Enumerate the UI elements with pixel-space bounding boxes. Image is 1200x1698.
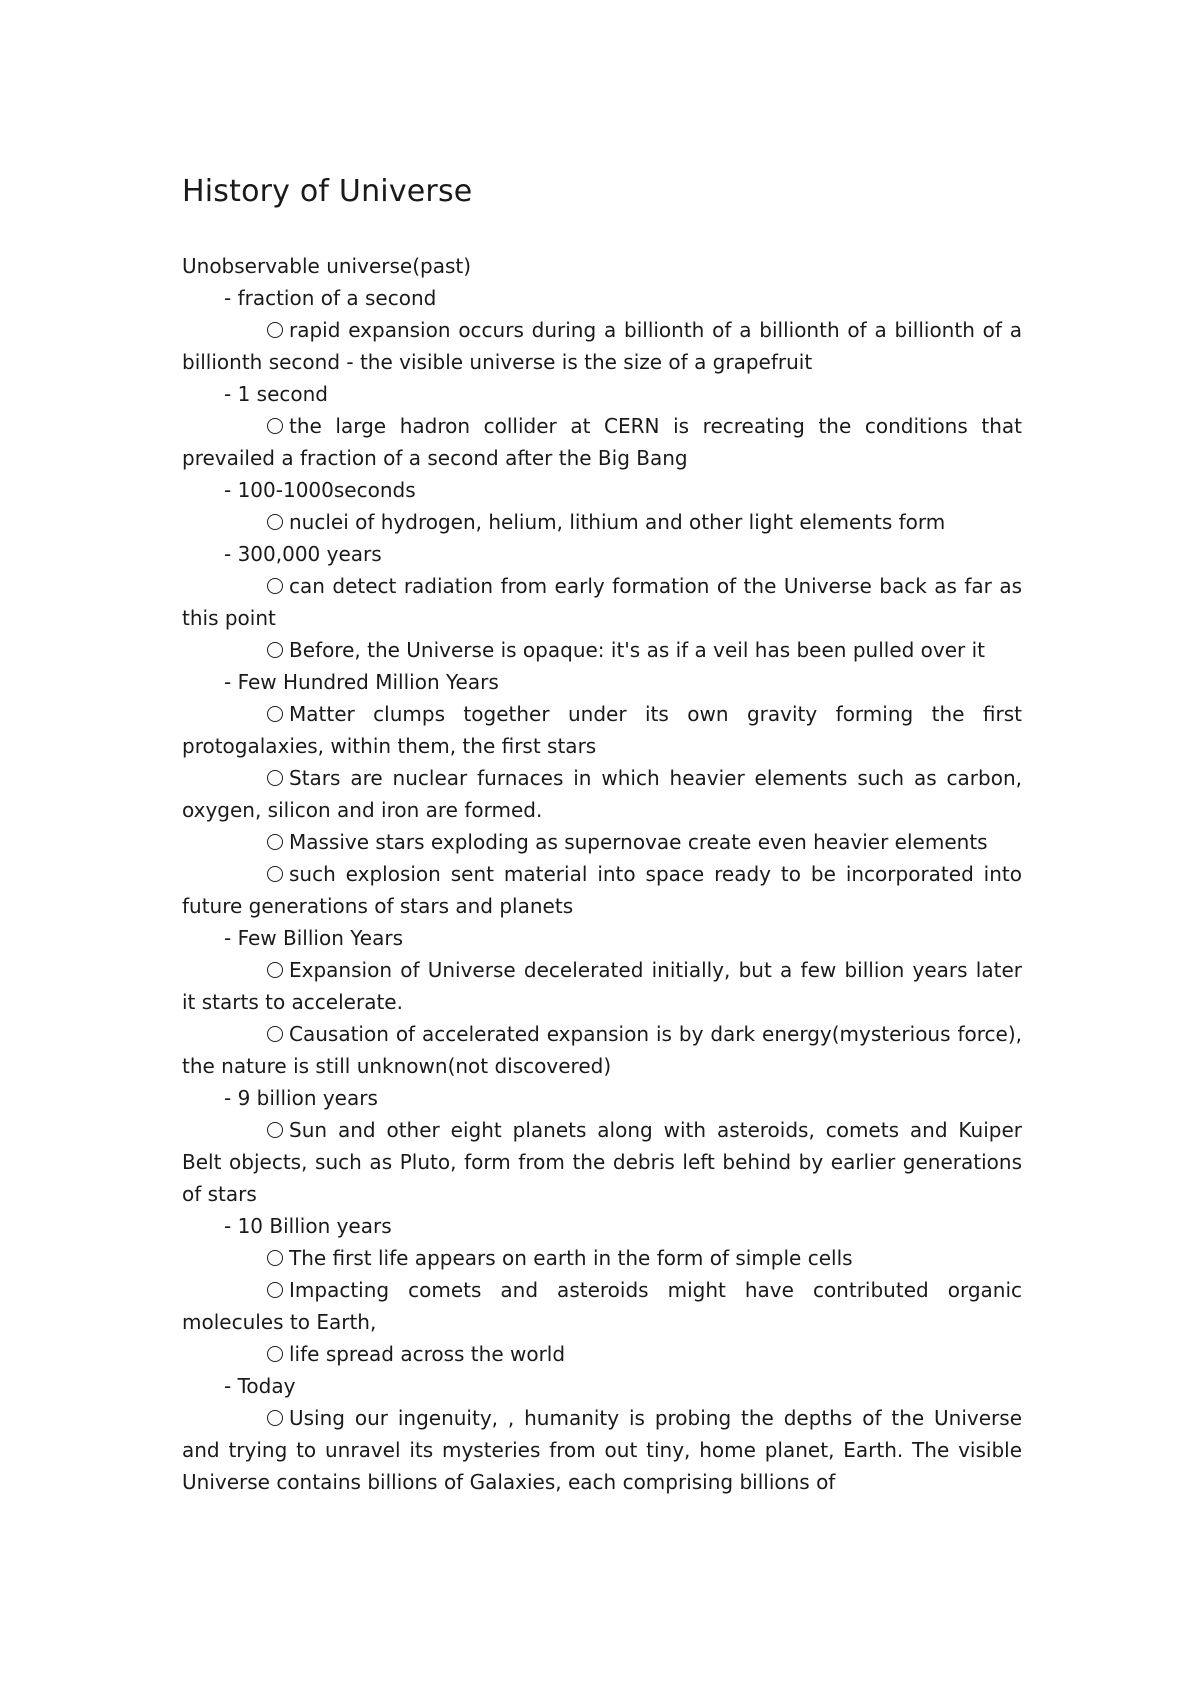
bullet-text: the large hadron collider at CERN is recreating the conditions that prevailed a fraction of a second after the Big Bang	[182, 414, 1022, 470]
circle-bullet-icon	[267, 706, 283, 722]
timeline-bullet	[182, 858, 1022, 922]
bullet-text: Massive stars exploding as supernovae create even heavier elements	[289, 830, 988, 854]
bullet-text: Causation of accelerated expansion is by dark energy(mysterious force), the nature is still unknown(not discovered)	[182, 1022, 1022, 1078]
timeline-period: - fraction of a second	[224, 286, 437, 310]
circle-bullet-icon	[267, 578, 283, 594]
bullet-text: rapid expansion occurs during a billionth of a billionth of a billionth of a billionth second - the visible universe is the size of a grapefruit	[182, 318, 1022, 374]
bullet-text: Matter clumps together under its own gravity forming the first protogalaxies, within them, the first stars	[182, 702, 1022, 758]
timeline-period: - 10 Billion years	[224, 1214, 392, 1238]
bullet-text: Expansion of Universe decelerated initially, but a few billion years later it starts to accelerate.	[182, 958, 1022, 1014]
timeline-bullet	[182, 506, 1022, 538]
circle-bullet-icon	[267, 834, 283, 850]
circle-bullet-icon	[267, 866, 283, 882]
circle-bullet-icon	[267, 962, 283, 978]
timeline-bullet	[182, 826, 1022, 858]
bullet-text: The first life appears on earth in the form of simple cells	[289, 1246, 853, 1270]
bullet-text: Sun and other eight planets along with asteroids, comets and Kuiper Belt objects, such as Pluto, form from the debris left behind by earlier generations of stars	[182, 1118, 1022, 1206]
section-heading: Unobservable universe(past)	[182, 254, 472, 278]
document-page	[182, 168, 1022, 1498]
timeline-bullet	[182, 954, 1022, 1018]
circle-bullet-icon	[267, 514, 283, 530]
circle-bullet-icon	[267, 1122, 283, 1138]
circle-bullet-icon	[267, 322, 283, 338]
bullet-text: such explosion sent material into space ready to be incorporated into future generations of stars and planets	[182, 862, 1022, 918]
timeline-bullet	[182, 1018, 1022, 1082]
timeline-bullet	[182, 314, 1022, 378]
timeline-period: - 1 second	[224, 382, 328, 406]
bullet-text: can detect radiation from early formation of the Universe back as far as this point	[182, 574, 1022, 630]
timeline-bullet	[182, 570, 1022, 634]
bullet-text: life spread across the world	[289, 1342, 566, 1366]
timeline-bullet	[182, 1338, 1022, 1370]
circle-bullet-icon	[267, 1282, 283, 1298]
timeline-period: - 300,000 years	[224, 542, 382, 566]
circle-bullet-icon	[267, 1410, 283, 1426]
bullet-text: Impacting comets and asteroids might have contributed organic molecules to Earth,	[182, 1278, 1022, 1334]
page-title: History of Universe	[182, 174, 473, 209]
timeline-period: - Few Billion Years	[224, 926, 403, 950]
timeline-bullet	[182, 1274, 1022, 1338]
timeline-bullet	[182, 634, 1022, 666]
circle-bullet-icon	[267, 1250, 283, 1266]
timeline-period: - Few Hundred Million Years	[224, 670, 499, 694]
circle-bullet-icon	[267, 418, 283, 434]
circle-bullet-icon	[267, 1346, 283, 1362]
timeline-bullet	[182, 698, 1022, 762]
timeline-bullet	[182, 1114, 1022, 1210]
timeline-bullet	[182, 1242, 1022, 1274]
timeline-bullet	[182, 1402, 1022, 1498]
circle-bullet-icon	[267, 1026, 283, 1042]
timeline-list	[182, 282, 1022, 1498]
circle-bullet-icon	[267, 770, 283, 786]
bullet-text: Stars are nuclear furnaces in which heavier elements such as carbon, oxygen, silicon and iron are formed.	[182, 766, 1022, 822]
timeline-period: - 100-1000seconds	[224, 478, 416, 502]
timeline-bullet	[182, 762, 1022, 826]
bullet-text: nuclei of hydrogen, helium, lithium and other light elements form	[289, 510, 946, 534]
bullet-text: Before, the Universe is opaque: it's as if a veil has been pulled over it	[289, 638, 986, 662]
bullet-text: Using our ingenuity, , humanity is probing the depths of the Universe and trying to unravel its mysteries from out tiny, home planet, Earth. The visible Universe contains billions of Galaxies, each comprising billions of	[182, 1406, 1022, 1494]
timeline-bullet	[182, 410, 1022, 474]
timeline-period: - 9 billion years	[224, 1086, 378, 1110]
circle-bullet-icon	[267, 642, 283, 658]
timeline-period: - Today	[224, 1374, 296, 1398]
